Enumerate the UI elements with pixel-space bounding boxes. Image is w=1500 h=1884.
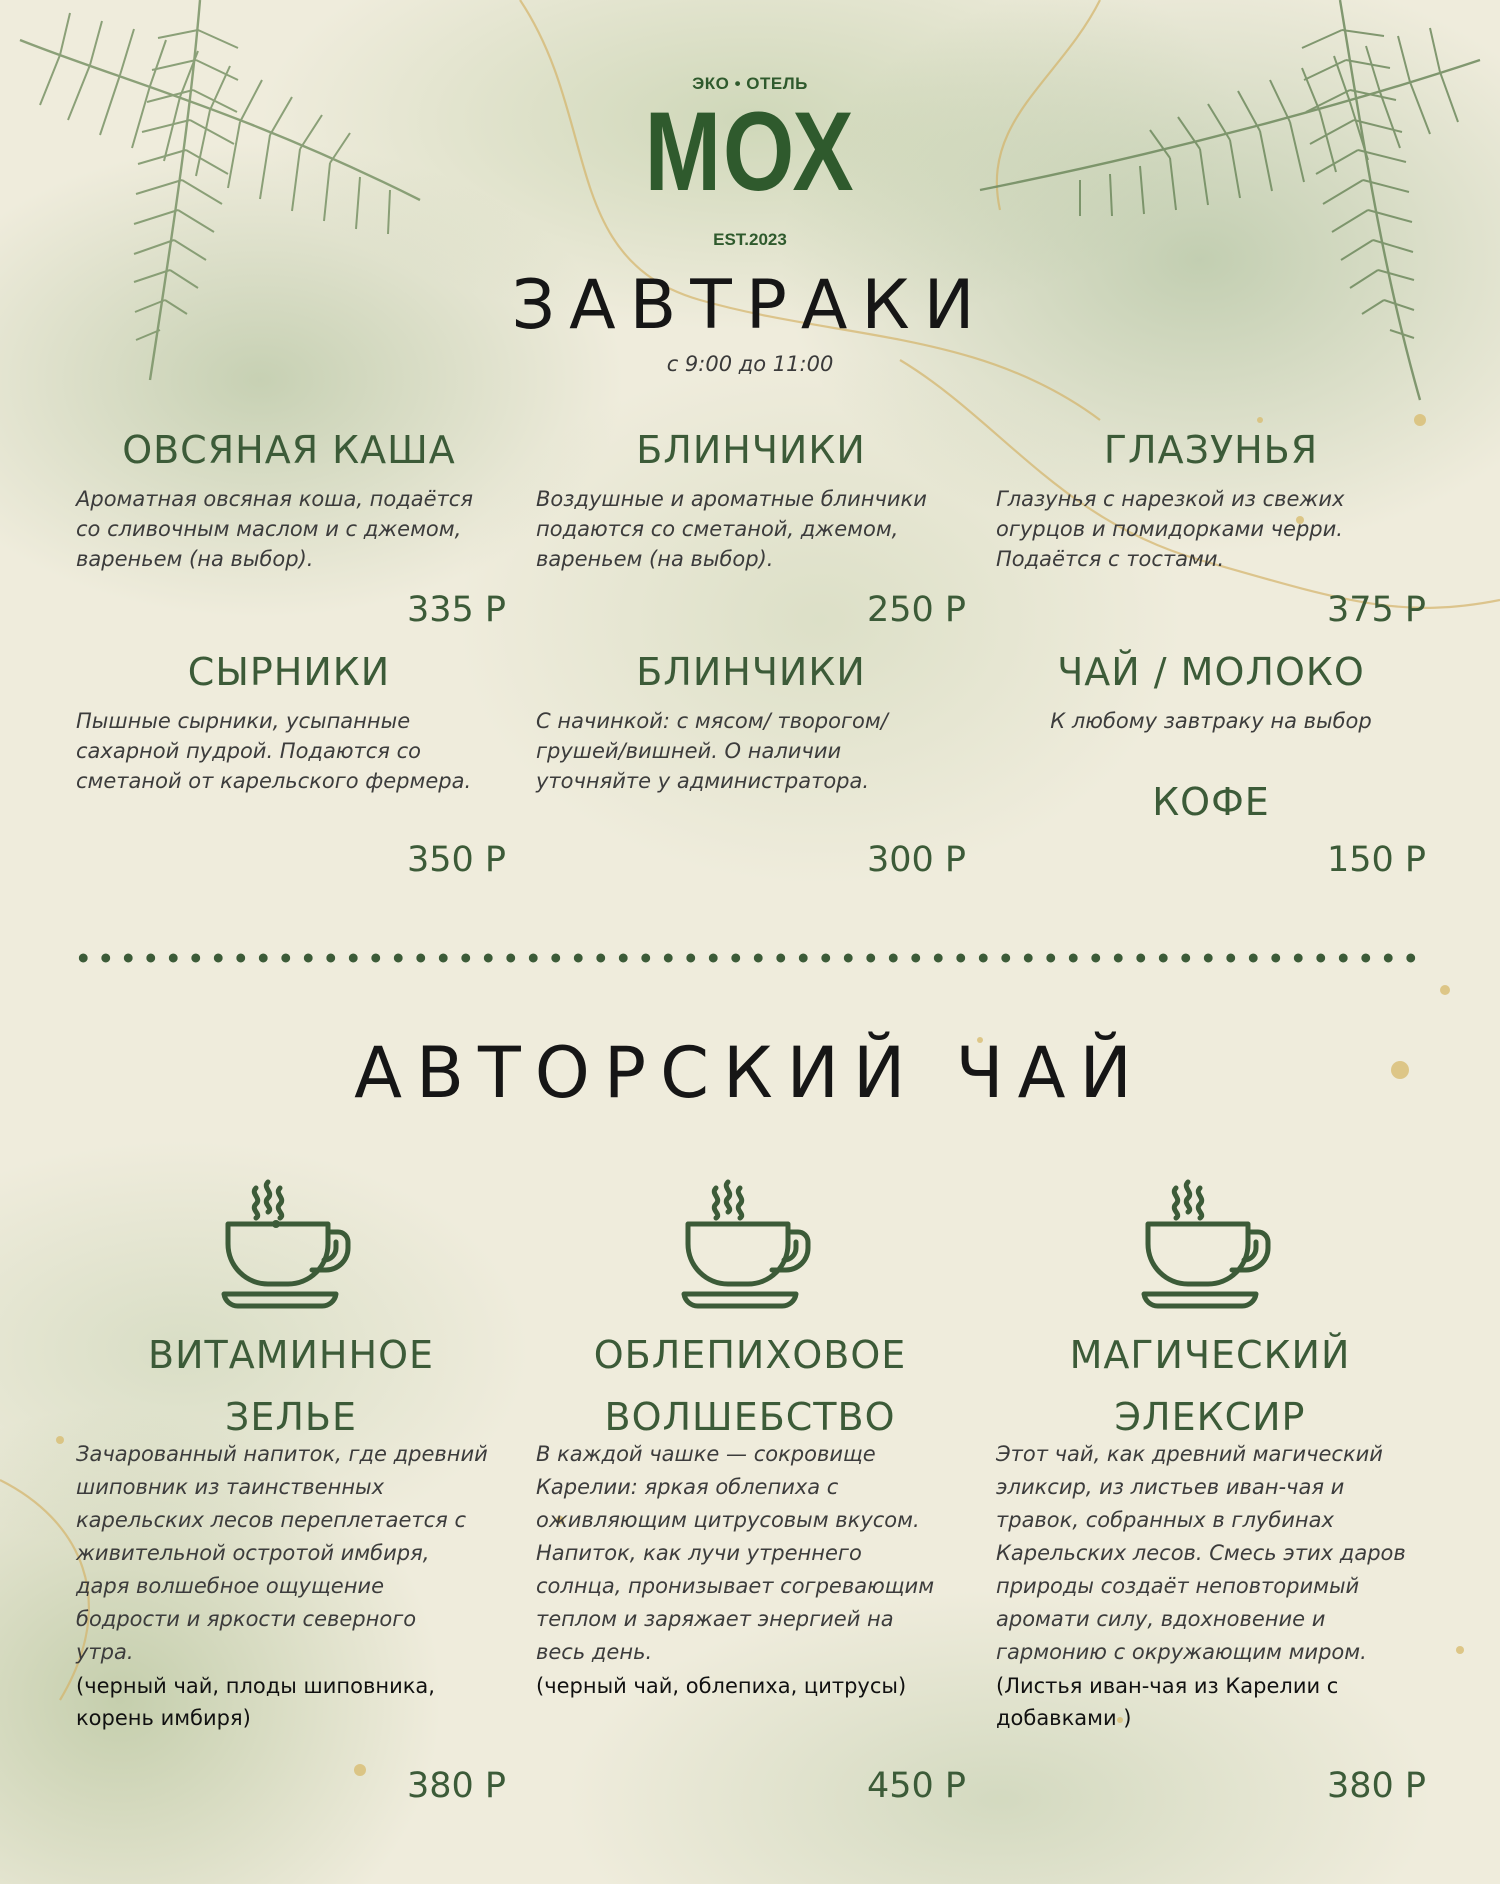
menu-item-description: Воздушные и ароматные блинчики подаются со сметаной, джемом, вареньем (на выбор).: [536, 487, 927, 571]
dotted-divider: [72, 952, 1426, 964]
menu-item-description: Пышные сырники, усыпанные сахарной пудрой. Подаются со сметаной от карельского фермера.: [76, 709, 472, 793]
menu-item-title: ЧАЙ / МОЛОКО: [1057, 650, 1365, 694]
breakfast-title: ЗАВТРАКИ: [511, 266, 989, 345]
tea-item-ingredients: (черный чай, плоды шиповника, корень имбиря): [76, 1674, 435, 1730]
menu-item-title: ОВСЯНАЯ КАША: [122, 428, 456, 472]
menu-item-title: СЫРНИКИ: [187, 650, 391, 694]
menu-item-price: 300 Р: [866, 840, 966, 880]
teacup-icon: [1140, 1178, 1272, 1310]
menu-item-description: К любому завтраку на выбор: [1050, 709, 1372, 733]
tea-item-title: ВИТАМИННОЕ ЗЕЛЬЕ: [148, 1333, 434, 1439]
menu-item-price: 150 Р: [1326, 840, 1426, 880]
logo-name: МОХ: [644, 89, 856, 214]
teacup-icon: [680, 1178, 812, 1310]
breakfast-hours: с 9:00 до 11:00: [666, 352, 834, 376]
menu-item-title: КОФЕ: [1152, 780, 1270, 824]
teacup-icon: [220, 1178, 352, 1310]
tea-item-description: Зачарованный напиток, где древний шиповник из таинственных карельских лесов переплетается с живительной остротой имбиря, даря волшебное ощущение бодрости и яркости северного утра.: [76, 1442, 488, 1664]
menu-item-price: 335 Р: [406, 590, 506, 630]
tea-item-title: МАГИЧЕСКИЙ ЭЛЕКСИР: [1069, 1333, 1351, 1439]
tea-item-ingredients: (черный чай, облепиха, цитрусы): [536, 1674, 907, 1698]
tea-item-ingredients: (Листья иван-чая из Карелии с добавками ): [996, 1674, 1339, 1730]
menu-item-description: Ароматная овсяная коша, подаётся со сливочным маслом и с джемом, вареньем (на выбор).: [76, 487, 473, 571]
tea-item-description: В каждой чашке — сокровище Карелии: яркая облепиха с оживляющим цитрусовым вкусом. Напиток, как лучи утреннего солнца, пронизывает согревающим теплом и заряжает энергией на весь день.: [536, 1442, 935, 1664]
tea-item-description: Этот чай, как древний магический эликсир, из листьев иван-чая и травок, собранных в глубинах Карельских лесов. Смесь этих даров природы создаёт неповторимый аромати силу, вдохновение и гармонию с окружающим миром.: [996, 1442, 1406, 1664]
menu-item-title: ГЛАЗУНЬЯ: [1103, 428, 1319, 472]
menu-item-description: Глазунья с нарезкой из свежих огурцов и помидорками черри. Подаётся с тостами.: [996, 487, 1345, 571]
menu-item-title: БЛИНЧИКИ: [636, 428, 866, 472]
menu-item-price: 250 Р: [866, 590, 966, 630]
menu-item-price: 350 Р: [406, 840, 506, 880]
logo-established: EST.2023: [713, 230, 787, 249]
menu-item-title: БЛИНЧИКИ: [636, 650, 866, 694]
logo-tagline: ЭКО • ОТЕЛЬ: [692, 74, 808, 93]
tea-item-price: 380 Р: [406, 1766, 506, 1806]
tea-title: АВТОРСКИЙ ЧАЙ: [354, 1032, 1146, 1114]
menu-item-price: 375 Р: [1326, 590, 1426, 630]
tea-item-price: 380 Р: [1326, 1766, 1426, 1806]
menu-item-description: С начинкой: с мясом/ творогом/ грушей/вишней. О наличии уточняйте у администратора.: [536, 709, 888, 793]
tea-item-price: 450 Р: [866, 1766, 966, 1806]
tea-item-title: ОБЛЕПИХОВОЕ ВОЛШЕБСТВО: [593, 1333, 907, 1439]
